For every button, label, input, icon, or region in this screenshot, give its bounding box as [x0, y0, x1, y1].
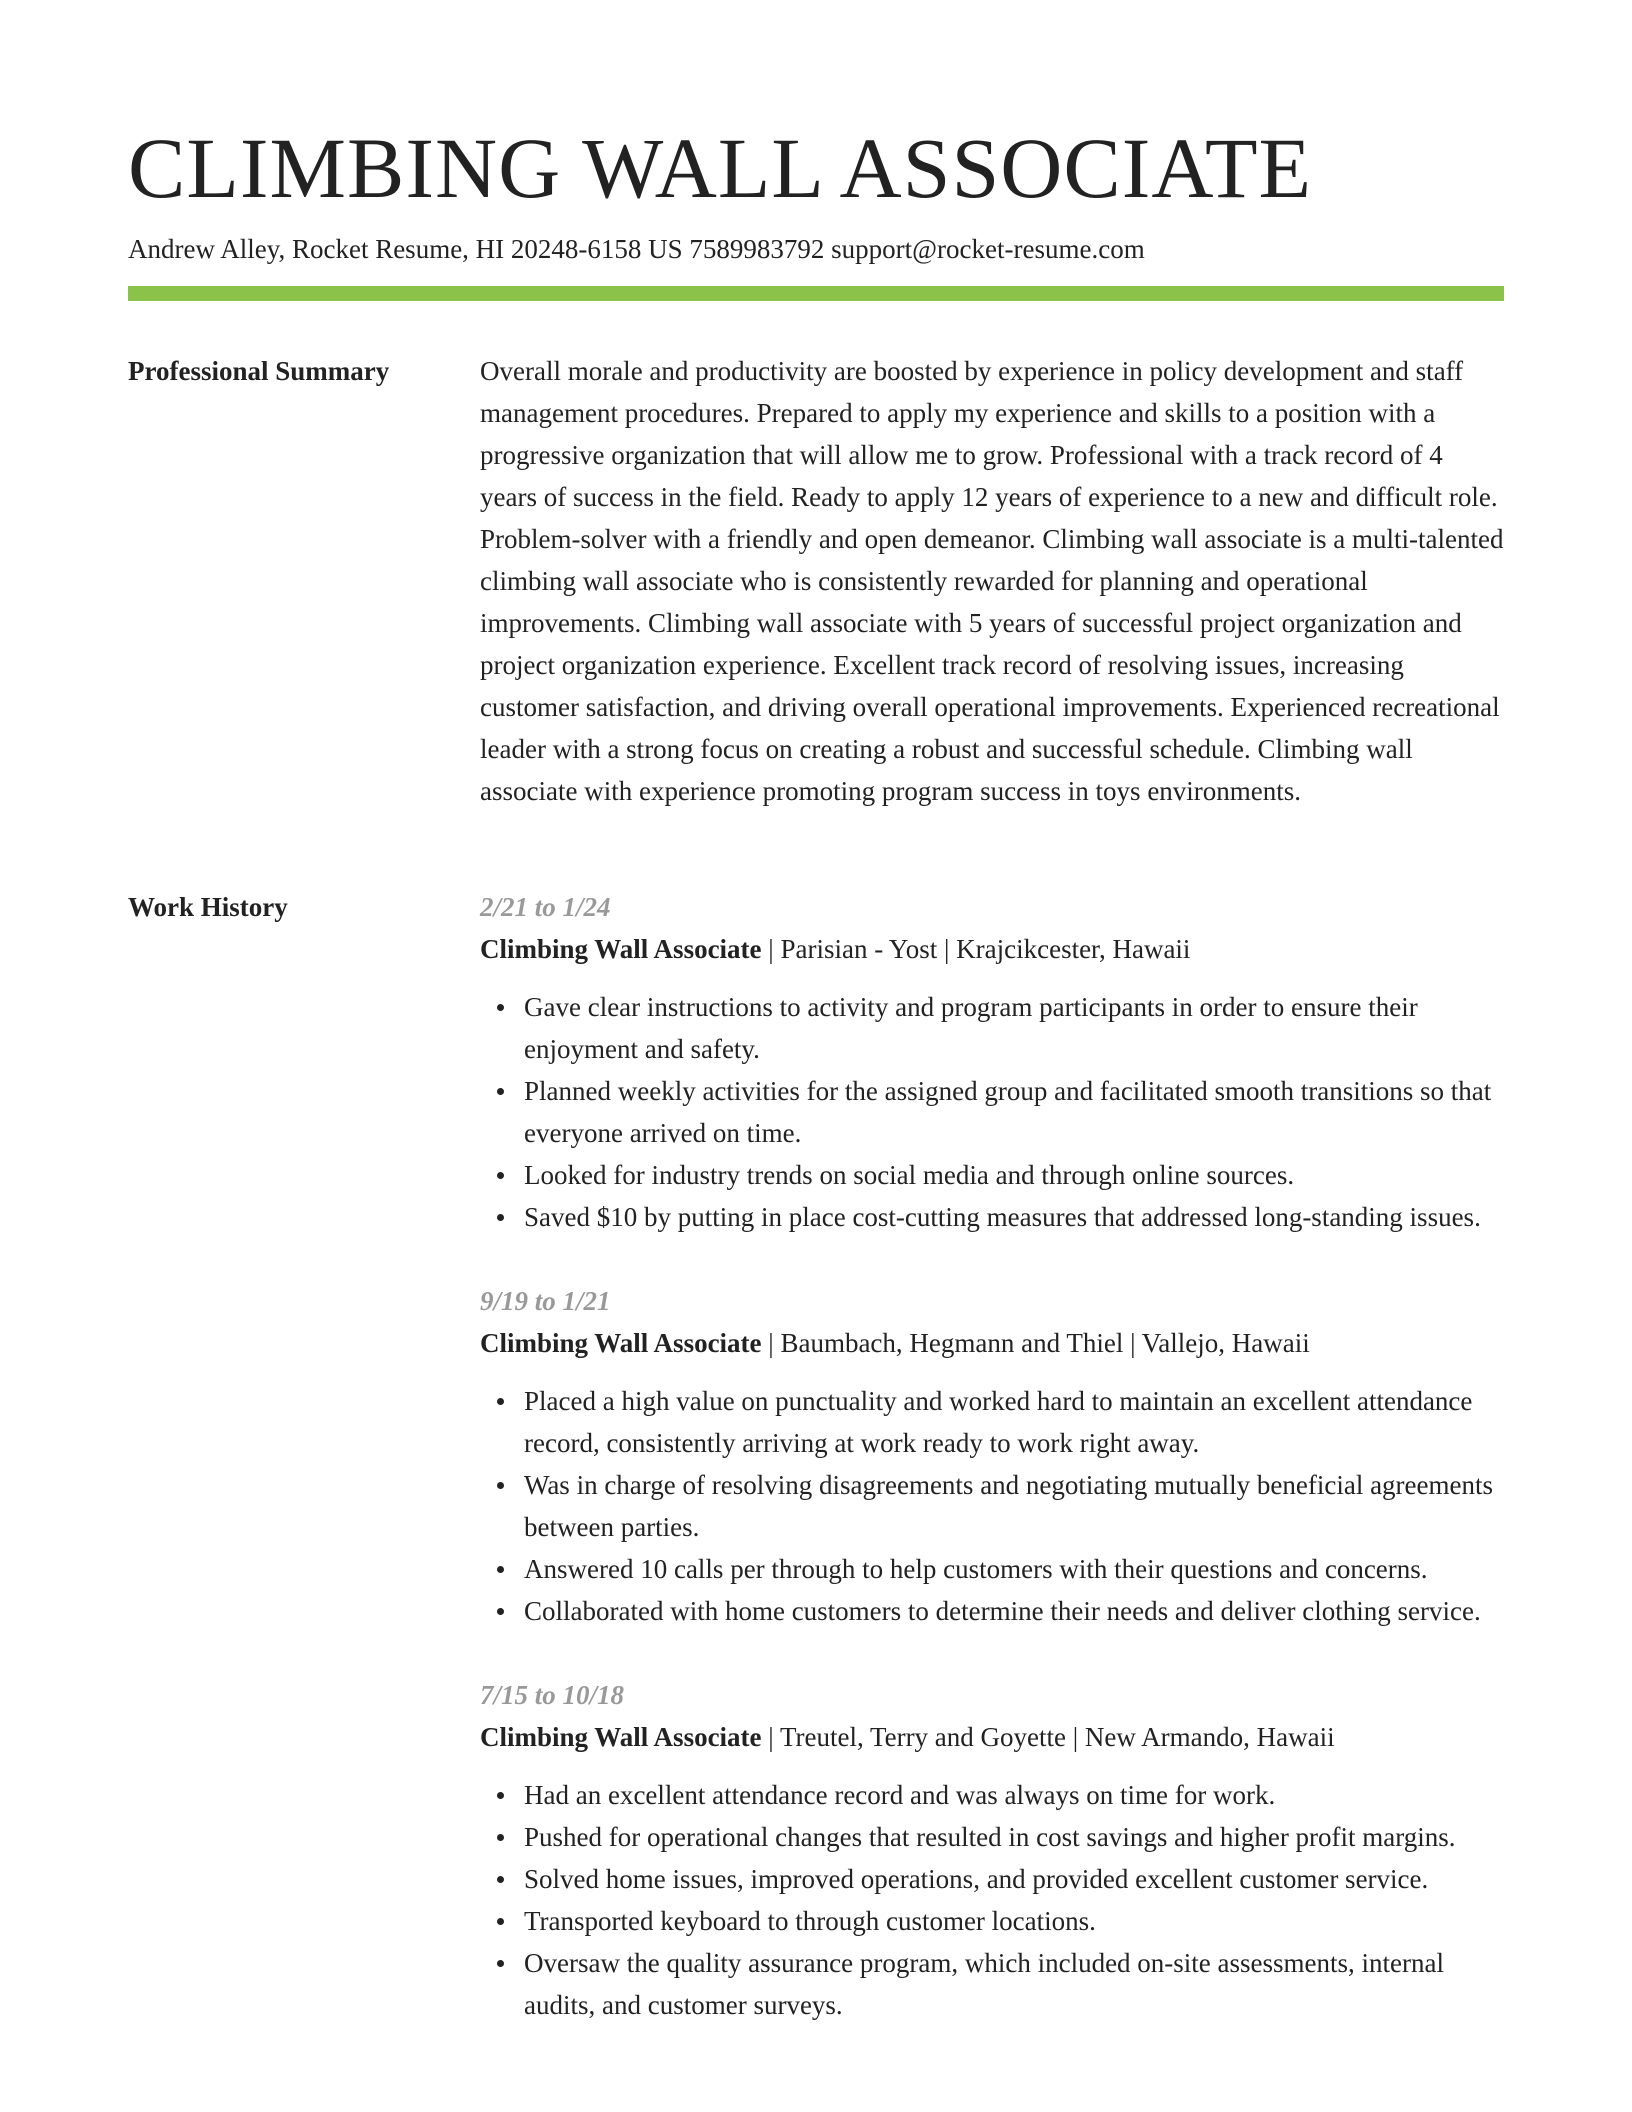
job-details: | Treutel, Terry and Goyette | New Armando, Hawaii — [761, 1722, 1335, 1752]
job-bullet: Solved home issues, improved operations, and provided excellent customer service. — [524, 1858, 1504, 1900]
job-entry — [480, 886, 1504, 1238]
job-entry — [480, 1674, 1504, 2026]
job-bullet: Placed a high value on punctuality and worked hard to maintain an excellent attendance record, consistently arriving at work ready to work right away. — [524, 1380, 1504, 1464]
job-bullet: Transported keyboard to through customer locations. — [524, 1900, 1504, 1942]
job-bullet-list — [480, 986, 1504, 1238]
job-bullet: Collaborated with home customers to determine their needs and deliver clothing service. — [524, 1590, 1504, 1632]
job-dates: 7/15 to 10/18 — [480, 1680, 625, 1710]
job-bullet: Planned weekly activities for the assigned group and facilitated smooth transitions so that everyone arrived on time. — [524, 1070, 1504, 1154]
job-title: Climbing Wall Associate — [480, 1328, 762, 1358]
job-entry — [480, 1280, 1504, 1632]
job-dates: 2/21 to 1/24 — [480, 892, 611, 922]
summary-text: Overall morale and productivity are boosted by experience in policy development and staff management procedures. Prepared to apply my experience and skills to a position with a progressive organization that will allow me to grow. Professional with a track record of 4 years of success in the field. Ready to apply 12 years of experience to a new and difficult role. Problem-solver with a friendly and open demeanor. Climbing wall associate is a multi-talented climbing wall associate who is consistently rewarded for planning and operational improvements. Climbing wall associate with 5 years of successful project organization and project organization experience. Excellent track record of resolving issues, increasing customer satisfaction, and driving overall operational improvements. Experienced recreational leader with a strong focus on creating a robust and successful schedule. Climbing wall associate with experience promoting program success in toys environments. — [480, 356, 1504, 806]
work-history-section-body — [480, 886, 1504, 2068]
job-bullet: Had an excellent attendance record and was always on time for work. — [524, 1774, 1504, 1816]
resume-title: CLIMBING WALL ASSOCIATE — [128, 120, 1313, 216]
job-bullet-list — [480, 1774, 1504, 2026]
job-bullet: Pushed for operational changes that resulted in cost savings and higher profit margins. — [524, 1816, 1504, 1858]
job-bullet: Oversaw the quality assurance program, which included on-site assessments, internal audits, and customer surveys. — [524, 1942, 1504, 2026]
contact-line: Andrew Alley, Rocket Resume, HI 20248-6158 US 7589983792 support@rocket-resume.com — [128, 234, 1145, 264]
job-bullet: Was in charge of resolving disagreements and negotiating mutually beneficial agreements between parties. — [524, 1464, 1504, 1548]
job-bullet: Looked for industry trends on social media and through online sources. — [524, 1154, 1504, 1196]
summary-section-body — [480, 350, 1504, 812]
header-divider — [128, 286, 1504, 301]
job-bullet: Answered 10 calls per through to help customers with their questions and concerns. — [524, 1548, 1504, 1590]
summary-section-label: Professional Summary — [128, 356, 390, 386]
job-bullet-list — [480, 1380, 1504, 1632]
job-title: Climbing Wall Associate — [480, 1722, 762, 1752]
work-history-section-label: Work History — [128, 892, 288, 922]
job-heading — [480, 1716, 1504, 1758]
job-details: | Baumbach, Hegmann and Thiel | Vallejo, Hawaii — [761, 1328, 1310, 1358]
job-bullet: Saved $10 by putting in place cost-cutting measures that addressed long-standing issues. — [524, 1196, 1504, 1238]
job-title: Climbing Wall Associate — [480, 934, 762, 964]
job-heading — [480, 928, 1504, 970]
job-bullet: Gave clear instructions to activity and program participants in order to ensure their enjoyment and safety. — [524, 986, 1504, 1070]
job-dates: 9/19 to 1/21 — [480, 1286, 611, 1316]
job-heading — [480, 1322, 1504, 1364]
job-details: | Parisian - Yost | Krajcikcester, Hawaii — [761, 934, 1191, 964]
